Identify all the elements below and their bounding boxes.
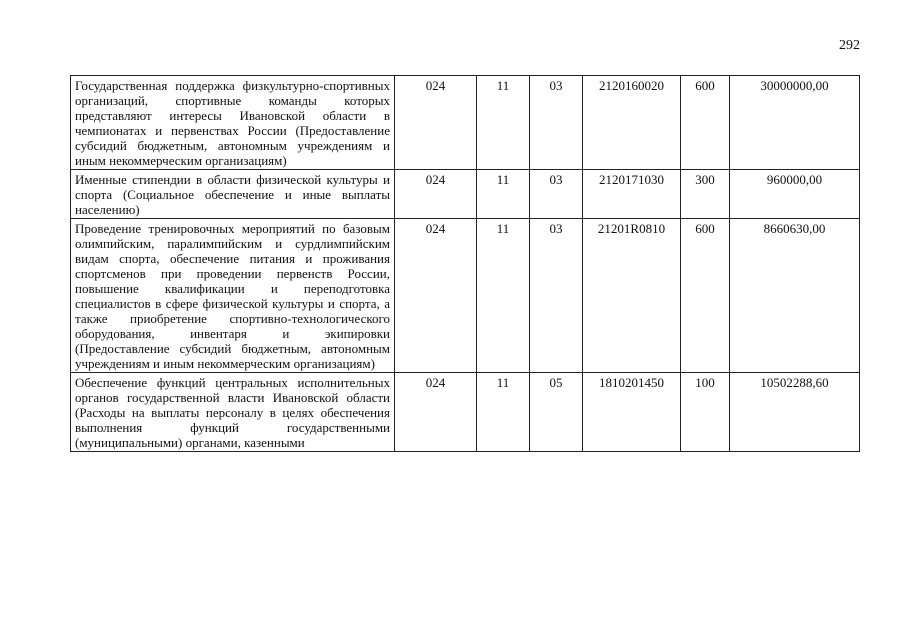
amount: 960000,00 xyxy=(730,170,860,219)
target-code: 2120171030 xyxy=(583,170,681,219)
row-description: Государственная поддержка физкультурно-спортивных организаций, спортивные команды которых представляют интересы Ивановской области в чемпионатах и первенствах России (Предоставление субсидий бюджетным, автономным учреждениям и иным некоммерческим организациям) xyxy=(71,76,395,170)
table-row xyxy=(71,219,860,373)
target-code: 2120160020 xyxy=(583,76,681,170)
subsection-code: 03 xyxy=(530,219,583,373)
subsection-code: 03 xyxy=(530,170,583,219)
expense-type-code: 300 xyxy=(681,170,730,219)
expense-type-code: 600 xyxy=(681,219,730,373)
row-description: Проведение тренировочных мероприятий по базовым олимпийским, паралимпийским и сурдлимпийским видам спорта, обеспечение питания и проживания спортсменов при проведении первенств России, повышение квалификации и переподготовка специалистов в сфере физической культуры и спорта, а также приобретение спортивно-технологического оборудования, инвентаря и экипировки (Предоставление субсидий бюджетным, автономным учреждениям и иным некоммерческим организациям) xyxy=(71,219,395,373)
table-row xyxy=(71,373,860,452)
amount: 8660630,00 xyxy=(730,219,860,373)
amount: 30000000,00 xyxy=(730,76,860,170)
subsection-code: 05 xyxy=(530,373,583,452)
target-code: 1810201450 xyxy=(583,373,681,452)
row-description: Именные стипендии в области физической культуры и спорта (Социальное обеспечение и иные выплаты населению) xyxy=(71,170,395,219)
section-code: 11 xyxy=(477,219,530,373)
admin-code: 024 xyxy=(395,219,477,373)
table-row xyxy=(71,170,860,219)
amount: 10502288,60 xyxy=(730,373,860,452)
expense-type-code: 100 xyxy=(681,373,730,452)
admin-code: 024 xyxy=(395,76,477,170)
subsection-code: 03 xyxy=(530,76,583,170)
expense-type-code: 600 xyxy=(681,76,730,170)
admin-code: 024 xyxy=(395,170,477,219)
section-code: 11 xyxy=(477,373,530,452)
target-code: 21201R0810 xyxy=(583,219,681,373)
section-code: 11 xyxy=(477,76,530,170)
section-code: 11 xyxy=(477,170,530,219)
row-description: Обеспечение функций центральных исполнительных органов государственной власти Ивановской области (Расходы на выплаты персоналу в целях обеспечения выполнения функций государственными (муниципальными) органами, казенными xyxy=(71,373,395,452)
admin-code: 024 xyxy=(395,373,477,452)
budget-table xyxy=(70,75,860,452)
table-row xyxy=(71,76,860,170)
page-number: 292 xyxy=(839,38,860,53)
